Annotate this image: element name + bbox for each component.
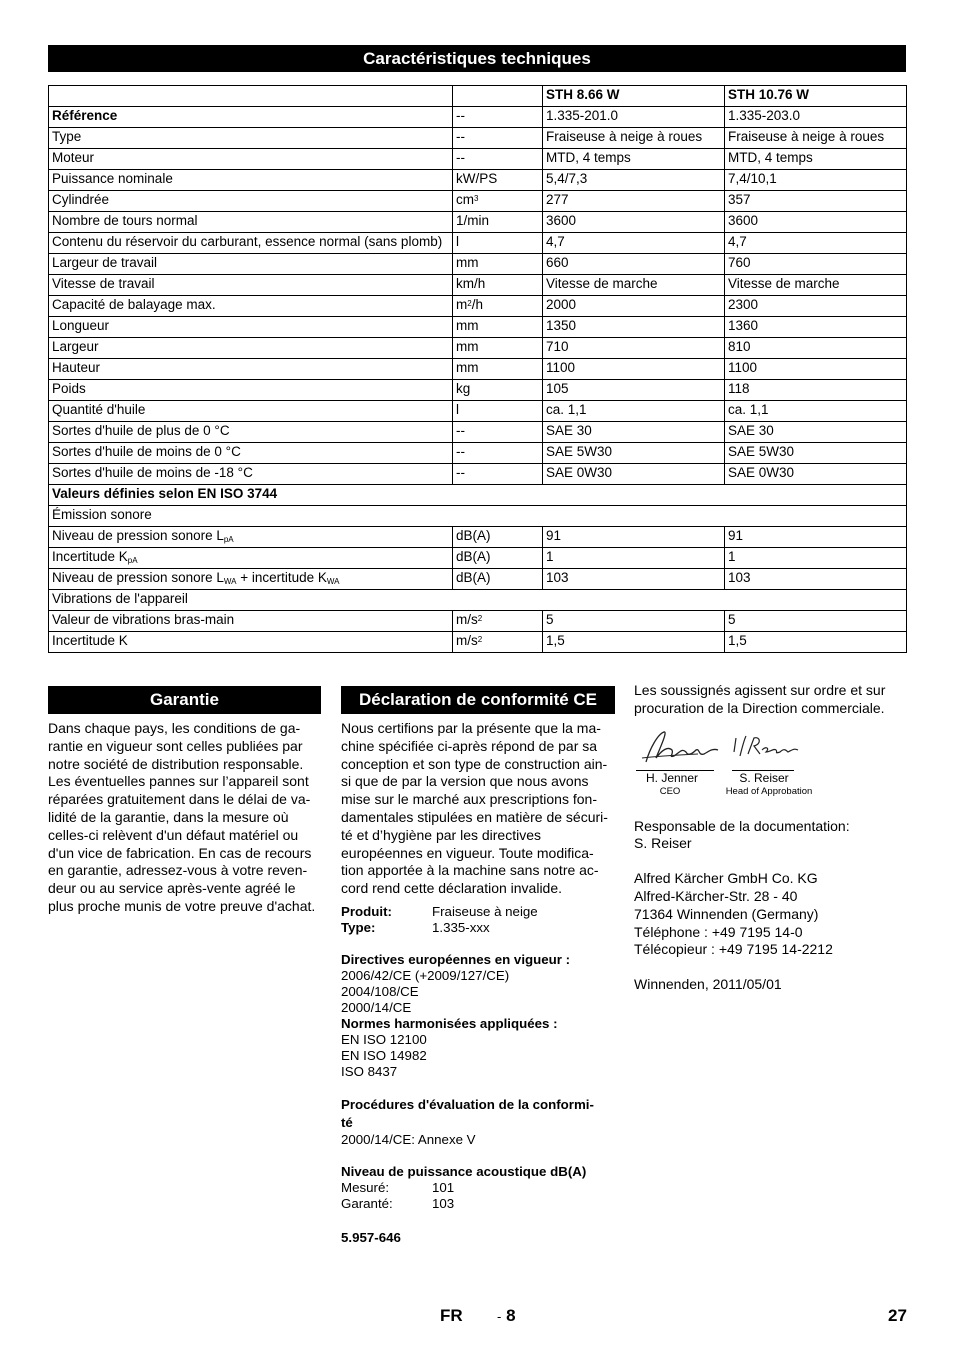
vibration-heading-row <box>49 590 907 611</box>
value-cell-b: SAE 30 <box>725 422 907 443</box>
value-cell-b: MTD, 4 temps <box>725 149 907 170</box>
product-label: Produit: <box>341 903 392 919</box>
value-cell-b: Vitesse de marche <box>725 275 907 296</box>
unit-superscript: 3 <box>474 194 479 203</box>
garantie-line: en garantie, adressez-vous à votre reven- <box>48 862 308 879</box>
unit-cell: dB(A) <box>453 569 543 590</box>
value-cell-b: Fraiseuse à neige à roues <box>725 128 907 149</box>
label-subscript: WA <box>223 577 237 586</box>
declaration-intro <box>341 720 617 898</box>
garantie-line: d'un vice de fabrication. En cas de recours <box>48 844 312 861</box>
value-cell-b: 1360 <box>725 317 907 338</box>
value-cell-a: 103 <box>543 569 725 590</box>
value-cell-a: 1350 <box>543 317 725 338</box>
value-cell-a: Vitesse de marche <box>543 275 725 296</box>
table-row <box>49 464 907 485</box>
value-cell-b: 103 <box>725 569 907 590</box>
label-cell <box>49 548 453 569</box>
type-label: Type: <box>341 919 376 935</box>
value-cell-a: ca. 1,1 <box>543 401 725 422</box>
table-row <box>49 632 907 653</box>
doc-number: 5.957-646 <box>341 1229 401 1245</box>
place-date: Winnenden, 2011/05/01 <box>634 976 782 993</box>
value-cell-a: 3600 <box>543 212 725 233</box>
header-cell <box>453 86 543 107</box>
value-cell-b: 118 <box>725 380 907 401</box>
label-cell: Cylindrée <box>49 191 453 212</box>
unit-superscript: 2 <box>467 299 472 308</box>
norms-list <box>341 1032 617 1080</box>
measured-value: 101 <box>432 1179 455 1195</box>
label-subscript: pA <box>223 535 234 544</box>
signatory-intro-2: procuration de la Direction commerciale. <box>634 699 885 716</box>
address-line: Téléphone : +49 7195 14-0 <box>634 923 803 940</box>
label-cell: Vitesse de travail <box>49 275 453 296</box>
signature-reiser-icon <box>730 730 802 764</box>
value-cell-b: SAE 0W30 <box>725 464 907 485</box>
vibration-heading: Vibrations de l'appareil <box>49 590 907 611</box>
signatory-column <box>634 682 914 994</box>
declaration-intro-line: cord rend cette déclaration invalide. <box>341 880 563 897</box>
declaration-intro-line: si que de par la version que nous avons <box>341 773 589 790</box>
signatures <box>634 726 914 806</box>
declaration-intro-line: chine spécifiée ci-après répond de par sa <box>341 737 598 754</box>
footer-section-number: 8 <box>506 1306 516 1325</box>
unit-cell <box>453 632 543 653</box>
value-cell-b: 91 <box>725 527 907 548</box>
signatory-1-role: CEO <box>659 785 681 797</box>
value-cell-b: 4,7 <box>725 233 907 254</box>
address-line: Télécopieur : +49 7195 14-2212 <box>634 941 833 958</box>
label-cell: Puissance nominale <box>49 170 453 191</box>
footer-section-page <box>497 1306 516 1326</box>
footer-page-number: 27 <box>888 1306 907 1325</box>
value-cell-a: 105 <box>543 380 725 401</box>
table-row <box>49 569 907 590</box>
unit-cell: l <box>453 401 543 422</box>
garantie-line: lidité de la garantie, dans la mesure où <box>48 808 289 825</box>
value-cell-b: 760 <box>725 254 907 275</box>
unit-cell: 1/min <box>453 212 543 233</box>
garantie-text <box>48 720 323 916</box>
garantie-line: rantie en vigueur sont celles publiées par <box>48 737 303 754</box>
table-row <box>49 443 907 464</box>
directive-item: 2004/108/CE <box>341 983 419 999</box>
unit-cell <box>453 191 543 212</box>
unit-cell: -- <box>453 422 543 443</box>
unit-superscript: 2 <box>477 614 483 623</box>
value-cell-a: 1100 <box>543 359 725 380</box>
declaration-body <box>341 720 617 1246</box>
table-row <box>49 296 907 317</box>
directives-heading: Directives européennes en vigueur : <box>341 951 571 967</box>
label-cell: Incertitude K <box>49 632 453 653</box>
value-cell-a: 4,7 <box>543 233 725 254</box>
unit-cell: kg <box>453 380 543 401</box>
table-row <box>49 527 907 548</box>
procedures-heading-1: Procédures d'évaluation de la conformi- <box>341 1096 594 1112</box>
table-header-row <box>49 86 907 107</box>
unit-cell: -- <box>453 443 543 464</box>
unit-cell <box>453 296 543 317</box>
value-cell-a: 1,5 <box>543 632 725 653</box>
value-cell-b: 3600 <box>725 212 907 233</box>
declaration-intro-line: conception et son type de construction ain- <box>341 755 608 772</box>
label-base: Incertitude K <box>52 549 128 564</box>
label-cell: Longueur <box>49 317 453 338</box>
label-cell: Quantité d'huile <box>49 401 453 422</box>
tech-specs-title: Caractéristiques techniques <box>48 45 906 72</box>
value-cell-b: 357 <box>725 191 907 212</box>
garantie-line: plus proche munis de votre preuve d'achat. <box>48 897 316 914</box>
unit-cell: mm <box>453 317 543 338</box>
table-row <box>49 191 907 212</box>
guaranteed-label: Garanté: <box>341 1195 393 1211</box>
label-cell: Largeur <box>49 338 453 359</box>
table-row <box>49 548 907 569</box>
company-address <box>634 870 914 959</box>
value-cell-a: 5 <box>543 611 725 632</box>
address-line: Alfred-Kärcher-Str. 28 - 40 <box>634 887 798 904</box>
directives-list <box>341 968 617 1016</box>
unit-cell: km/h <box>453 275 543 296</box>
norm-item: EN ISO 14982 <box>341 1047 427 1063</box>
value-cell-b: 1100 <box>725 359 907 380</box>
signatory-1-name: H. Jenner <box>645 770 699 785</box>
address-line: 71364 Winnenden (Germany) <box>634 905 819 922</box>
unit-cell: l <box>453 233 543 254</box>
value-cell-a: 1 <box>543 548 725 569</box>
signatory-intro-1: Les soussignés agissent sur ordre et sur <box>634 682 886 698</box>
iso-heading-row <box>49 485 907 506</box>
unit-base: m <box>456 297 468 312</box>
garantie-title: Garantie <box>48 686 321 714</box>
value-cell-b: SAE 5W30 <box>725 443 907 464</box>
signature-jenner-icon <box>638 728 726 768</box>
table-row <box>49 275 907 296</box>
label-cell <box>49 527 453 548</box>
declaration-intro-line: européennes en vigueur. Toute modifica- <box>341 844 594 861</box>
footer-language: FR <box>440 1306 463 1325</box>
value-cell-a: SAE 0W30 <box>543 464 725 485</box>
guaranteed-row <box>341 1196 617 1212</box>
table-row <box>49 611 907 632</box>
value-cell-a: Fraiseuse à neige à roues <box>543 128 725 149</box>
product-value: Fraiseuse à neige <box>432 903 538 919</box>
label-subscript: pA <box>127 556 138 565</box>
tech-specs-table <box>48 85 907 653</box>
label-cell: Poids <box>49 380 453 401</box>
header-model-b: STH 10.76 W <box>725 86 907 107</box>
value-cell-a: 2000 <box>543 296 725 317</box>
label-cell: Valeur de vibrations bras-main <box>49 611 453 632</box>
label-subscript: WA <box>326 577 340 586</box>
type-value: 1.335-xxx <box>432 919 490 935</box>
unit-cell: -- <box>453 149 543 170</box>
table-row <box>49 254 907 275</box>
garantie-line: notre société de distribution responsable. <box>48 755 304 772</box>
table-row <box>49 107 907 128</box>
doc-responsible-label: Responsable de la documentation: <box>634 817 850 834</box>
garantie-line: deur ou au service après-vente agréé le <box>48 880 296 897</box>
table-row <box>49 233 907 254</box>
unit-cell: mm <box>453 254 543 275</box>
value-cell-b: 1,5 <box>725 632 907 653</box>
value-cell-b: 7,4/10,1 <box>725 170 907 191</box>
address-line: Alfred Kärcher GmbH Co. KG <box>634 870 818 887</box>
procedures-heading-2: té <box>341 1114 353 1130</box>
unit-cell: dB(A) <box>453 527 543 548</box>
table-row <box>49 149 907 170</box>
unit-base: cm <box>456 192 474 207</box>
table-row <box>49 170 907 191</box>
unit-superscript: 2 <box>477 635 483 644</box>
value-cell-a: 710 <box>543 338 725 359</box>
unit-cell: -- <box>453 464 543 485</box>
signatory-2-name: S. Reiser <box>739 770 789 785</box>
norms-heading: Normes harmonisées appliquées : <box>341 1015 558 1031</box>
label-cell: Sortes d'huile de moins de -18 °C <box>49 464 453 485</box>
value-cell-b: ca. 1,1 <box>725 401 907 422</box>
label-cell: Hauteur <box>49 359 453 380</box>
value-cell-a: 660 <box>543 254 725 275</box>
guaranteed-value: 103 <box>432 1195 455 1211</box>
label-cell: Référence <box>49 107 453 128</box>
product-row <box>341 904 617 920</box>
table-row <box>49 422 907 443</box>
table-row <box>49 380 907 401</box>
directive-item: 2006/42/CE (+2009/127/CE) <box>341 967 510 983</box>
value-cell-a: 91 <box>543 527 725 548</box>
unit-cell: -- <box>453 107 543 128</box>
unit-cell <box>453 611 543 632</box>
value-cell-b: 2300 <box>725 296 907 317</box>
header-cell <box>49 86 453 107</box>
unit-cell: -- <box>453 128 543 149</box>
unit-cell: dB(A) <box>453 548 543 569</box>
label-cell <box>49 569 453 590</box>
table-row <box>49 128 907 149</box>
footer-dash: - <box>497 1309 502 1324</box>
unit-base: m/s <box>456 633 478 648</box>
garantie-line: réparées gratuitement dans le délai de va- <box>48 791 311 808</box>
unit-suffix: /h <box>471 297 483 312</box>
declaration-intro-line: mise sur le marché aux prescriptions fon- <box>341 791 597 808</box>
label-cell: Contenu du réservoir du carburant, essence normal (sans plomb) <box>49 233 453 254</box>
label-cell: Type <box>49 128 453 149</box>
signatory-2-role: Head of Approbation <box>725 785 813 797</box>
label-middle: + incertitude K <box>236 570 327 585</box>
directive-item: 2000/14/CE <box>341 999 412 1015</box>
value-cell-a: 1.335-201.0 <box>543 107 725 128</box>
measured-row <box>341 1180 617 1196</box>
emission-heading: Émission sonore <box>49 506 907 527</box>
table-row <box>49 212 907 233</box>
header-model-a: STH 8.66 W <box>543 86 725 107</box>
value-cell-a: 5,4/7,3 <box>543 170 725 191</box>
label-cell: Largeur de travail <box>49 254 453 275</box>
declaration-title: Déclaration de conformité CE <box>341 686 615 714</box>
declaration-intro-line: damentales stipulées en matière de sécuri- <box>341 808 608 825</box>
measured-label: Mesuré: <box>341 1179 390 1195</box>
label-cell: Moteur <box>49 149 453 170</box>
procedures-value: 2000/14/CE: Annexe V <box>341 1131 476 1147</box>
label-cell: Sortes d'huile de plus de 0 °C <box>49 422 453 443</box>
unit-cell: kW/PS <box>453 170 543 191</box>
value-cell-b: 810 <box>725 338 907 359</box>
garantie-line: Dans chaque pays, les conditions de ga- <box>48 720 301 736</box>
value-cell-a: 277 <box>543 191 725 212</box>
declaration-intro-line: Nous certifions par la présente que la ma- <box>341 720 601 736</box>
value-cell-a: SAE 5W30 <box>543 443 725 464</box>
table-row <box>49 359 907 380</box>
norm-item: ISO 8437 <box>341 1063 398 1079</box>
table-row <box>49 317 907 338</box>
table-row <box>49 338 907 359</box>
label-cell: Capacité de balayage max. <box>49 296 453 317</box>
norm-item: EN ISO 12100 <box>341 1031 427 1047</box>
value-cell-a: MTD, 4 temps <box>543 149 725 170</box>
value-cell-a: SAE 30 <box>543 422 725 443</box>
doc-responsible-name: S. Reiser <box>634 835 692 852</box>
type-row <box>341 920 617 936</box>
value-cell-b: 1 <box>725 548 907 569</box>
value-cell-b: 1.335-203.0 <box>725 107 907 128</box>
garantie-line: celles-ci relèvent d'un défaut matériel ou <box>48 826 299 843</box>
table-row <box>49 401 907 422</box>
declaration-intro-line: té et d’hygiène par les directives <box>341 826 541 843</box>
acoustic-heading: Niveau de puissance acoustique dB(A) <box>341 1163 587 1179</box>
declaration-intro-line: tion apportée à la machine sans notre ac- <box>341 862 599 879</box>
iso-heading: Valeurs définies selon EN ISO 3744 <box>49 485 907 506</box>
garantie-line: Les éventuelles pannes sur l’appareil sont <box>48 773 309 790</box>
label-cell: Sortes d'huile de moins de 0 °C <box>49 443 453 464</box>
value-cell-b: 5 <box>725 611 907 632</box>
unit-cell: mm <box>453 338 543 359</box>
unit-cell: mm <box>453 359 543 380</box>
label-cell: Nombre de tours normal <box>49 212 453 233</box>
label-base: Niveau de pression sonore L <box>52 570 224 585</box>
emission-heading-row <box>49 506 907 527</box>
unit-base: m/s <box>456 612 478 627</box>
label-base: Niveau de pression sonore L <box>52 528 224 543</box>
